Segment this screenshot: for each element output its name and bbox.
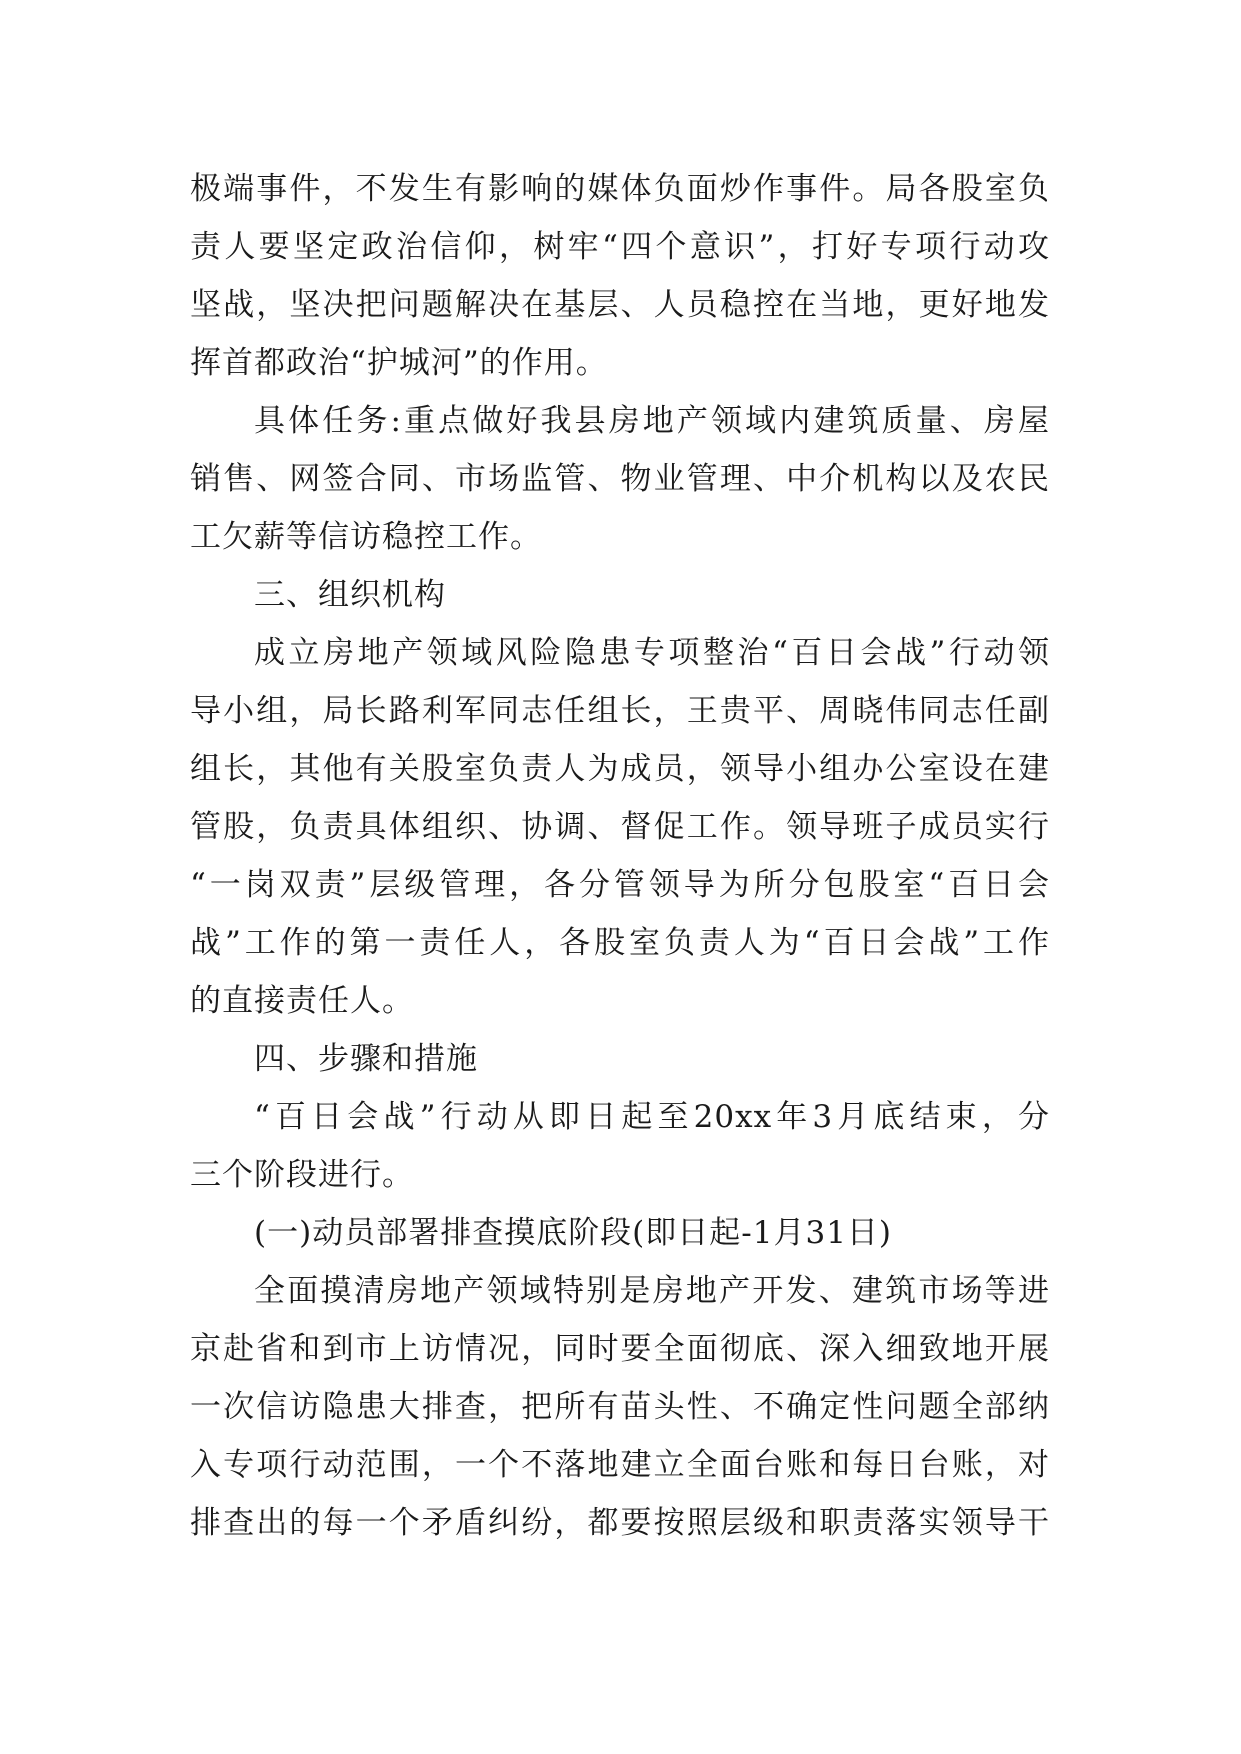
text-line: 销售、网签合同、市场监管、物业管理、中介机构以及农民 bbox=[190, 461, 1050, 497]
text-line: 全面摸清房地产领域特别是房地产开发、建筑市场等进 bbox=[254, 1273, 1050, 1309]
body-text bbox=[190, 160, 1050, 1552]
text-line: 挥首都政治“护城河”的作用。 bbox=[190, 345, 608, 381]
text-line: 战”工作的第一责任人，各股室负责人为“百日会战”工作 bbox=[190, 925, 1050, 961]
text-line: 排查出的每一个矛盾纠纷，都要按照层级和职责落实领导干 bbox=[190, 1505, 1050, 1541]
text-line: 入专项行动范围，一个不落地建立全面台账和每日台账，对 bbox=[190, 1447, 1050, 1483]
text-line: 一次信访隐患大排查，把所有苗头性、不确定性问题全部纳 bbox=[190, 1389, 1050, 1425]
text-line: 管股，负责具体组织、协调、督促工作。领导班子成员实行 bbox=[190, 809, 1050, 845]
text-line: 工欠薪等信访稳控工作。 bbox=[190, 519, 542, 555]
text-line: 极端事件，不发生有影响的媒体负面炒作事件。局各股室负 bbox=[190, 171, 1050, 207]
text-line: 四、步骤和措施 bbox=[254, 1041, 478, 1077]
text-line: 三个阶段进行。 bbox=[190, 1157, 414, 1193]
text-line: 的直接责任人。 bbox=[190, 983, 414, 1019]
text-line: 成立房地产领域风险隐患专项整治“百日会战”行动领 bbox=[254, 635, 1050, 671]
text-line: (一)动员部署排查摸底阶段(即日起-1月31日) bbox=[254, 1215, 893, 1251]
text-line: 责人要坚定政治信仰，树牢“四个意识”，打好专项行动攻 bbox=[190, 229, 1050, 265]
text-line: 具体任务:重点做好我县房地产领域内建筑质量、房屋 bbox=[254, 403, 1050, 439]
text-line: “百日会战”行动从即日起至20xx年3月底结束，分 bbox=[254, 1099, 1050, 1135]
text-line: 三、组织机构 bbox=[254, 577, 446, 613]
text-line: 京赴省和到市上访情况，同时要全面彻底、深入细致地开展 bbox=[190, 1331, 1050, 1367]
text-line: 导小组，局长路利军同志任组长，王贵平、周晓伟同志任副 bbox=[190, 693, 1050, 729]
text-line: 坚战，坚决把问题解决在基层、人员稳控在当地，更好地发 bbox=[190, 287, 1050, 323]
text-line: 组长，其他有关股室负责人为成员，领导小组办公室设在建 bbox=[190, 751, 1050, 787]
text-line: “一岗双责”层级管理，各分管领导为所分包股室“百日会 bbox=[190, 867, 1050, 903]
